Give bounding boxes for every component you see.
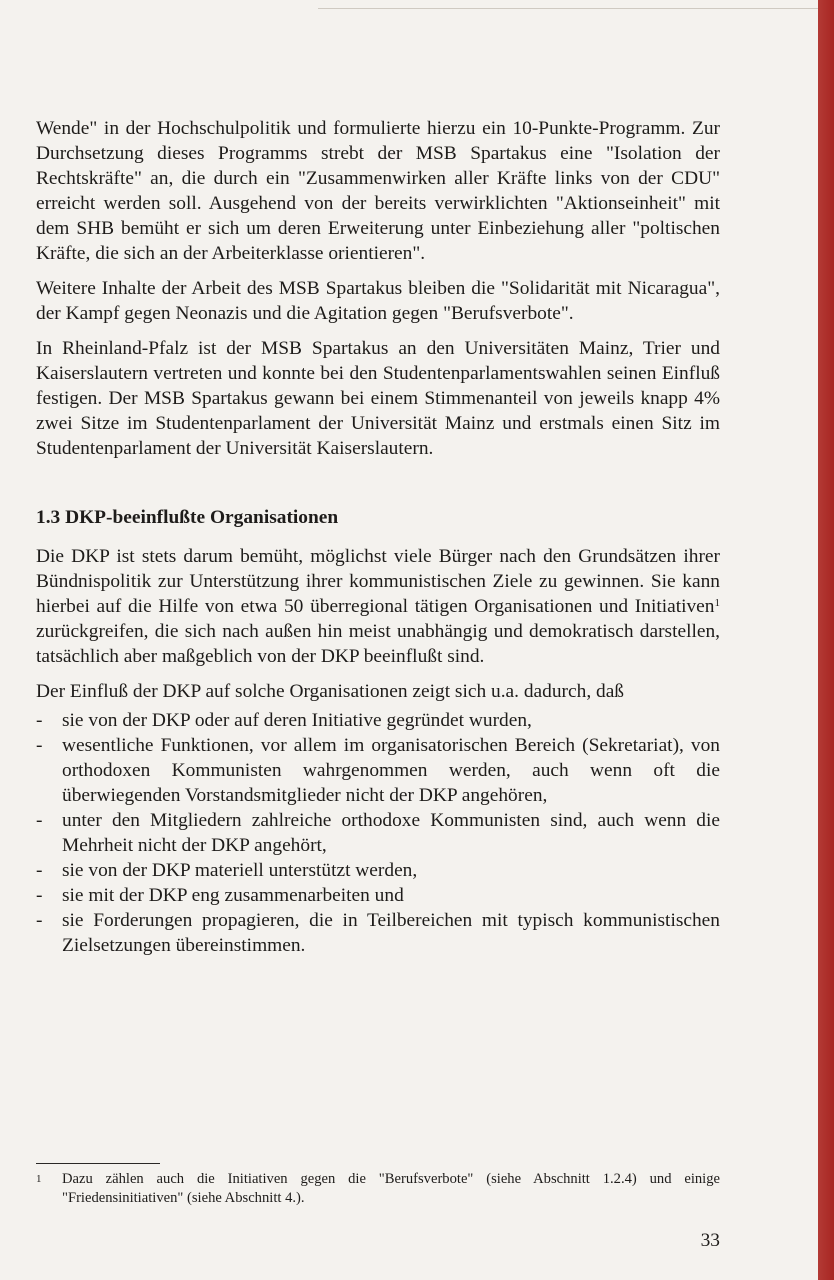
page-number: 33: [700, 1230, 720, 1251]
list-item-text: sie von der DKP oder auf deren Initiative gegründet wurden,: [62, 710, 532, 731]
list-item: [36, 708, 720, 733]
footnote-number: 1: [36, 1173, 42, 1185]
list-item: [36, 733, 720, 808]
top-scan-line: [318, 8, 818, 9]
paragraph-msb-program: Wende" in der Hochschulpolitik und formulierte hierzu ein 10-Punkte-Programm. Zur Durchsetzung dieses Programms strebt der MSB Spartakus eine "Isolation der Rechtskräfte" an, die durch ein "Zusammenwirken aller Kräfte links von der CDU" erreicht werden soll. Ausgehend von der bereits verwirklichten "Aktionseinheit" mit dem SHB bemüht er sich um deren Erweiterung unter Einbeziehung aller "poltischen Kräfte, die sich an der Arbeiterklasse orientieren".: [36, 118, 720, 264]
footnote-text: Dazu zählen auch die Initiativen gegen die "Berufsverbote" (siehe Abschnitt 1.2.4) und einige "Friedensinitiativen" (siehe Abschnitt 4.).: [62, 1171, 720, 1206]
section-heading: 1.3 DKP-beeinflußte Organisationen: [36, 507, 339, 528]
footnote-reference[interactable]: 1: [714, 597, 720, 609]
paragraph-dkp-influence: Der Einfluß der DKP auf solche Organisationen zeigt sich u.a. dadurch, daß: [36, 681, 625, 702]
paragraph-msb-themes: Weitere Inhalte der Arbeit des MSB Spartakus bleiben die "Solidarität mit Nicaragua", der Kampf gegen Neonazis und die Agitation gegen "Berufsverbote".: [36, 278, 720, 324]
list-item-text: unter den Mitgliedern zahlreiche orthodoxe Kommunisten sind, auch wenn die Mehrheit nicht der DKP angehört,: [62, 810, 720, 856]
list-dash: -: [36, 810, 43, 831]
list-item-text: wesentliche Funktionen, vor allem im organisatorischen Bereich (Sekretariat), von orthodoxen Kommunisten wahrgenommen werden, auch wenn oft die überwiegenden Vorstandsmitglieder nicht der DKP angehören,: [62, 735, 720, 806]
page-body: [36, 116, 720, 958]
list-dash: -: [36, 735, 43, 756]
paragraph-dkp-alliance: [36, 544, 720, 669]
list-item-text: sie von der DKP materiell unterstützt werden,: [62, 860, 418, 881]
list-item: [36, 908, 720, 958]
influence-criteria-list: [36, 708, 720, 958]
list-item: [36, 883, 720, 908]
list-item-text: sie mit der DKP eng zusammenarbeiten und: [62, 885, 404, 906]
list-item-text: sie Forderungen propagieren, die in Teilbereichen mit typisch kommunistischen Zielsetzungen übereinstimmen.: [62, 910, 720, 956]
list-item: [36, 858, 720, 883]
footnote-divider: [36, 1163, 160, 1164]
list-dash: -: [36, 860, 43, 881]
list-dash: -: [36, 910, 43, 931]
list-dash: -: [36, 885, 43, 906]
page-edge-band: [818, 0, 834, 1280]
paragraph-rheinland-pfalz: In Rheinland-Pfalz ist der MSB Spartakus an den Universitäten Mainz, Trier und Kaiserslautern vertreten und konnte bei den Studentenparlamentswahlen seinen Einfluß festigen. Der MSB Spartakus gewann bei einem Stimmenanteil von jeweils knapp 4% zwei Sitze im Studentenparlament der Universität Mainz und erstmals einen Sitz im Studentenparlament der Universität Kaiserslautern.: [36, 338, 720, 459]
footnote: [36, 1170, 720, 1208]
paragraph-dkp-alliance-part2: zurückgreifen, die sich nach außen hin meist unabhängig und demokratisch darstellen, tatsächlich aber maßgeblich von der DKP beeinflußt sind.: [36, 621, 720, 667]
list-dash: -: [36, 710, 43, 731]
list-item: [36, 808, 720, 858]
paragraph-dkp-alliance-part1: Die DKP ist stets darum bemüht, möglichst viele Bürger nach den Grundsätzen ihrer Bündnispolitik zur Unterstützung ihrer kommunistischen Ziele zu gewinnen. Sie kann hierbei auf die Hilfe von etwa 50 überregional tätigen Organisationen und Initiativen: [36, 546, 720, 617]
